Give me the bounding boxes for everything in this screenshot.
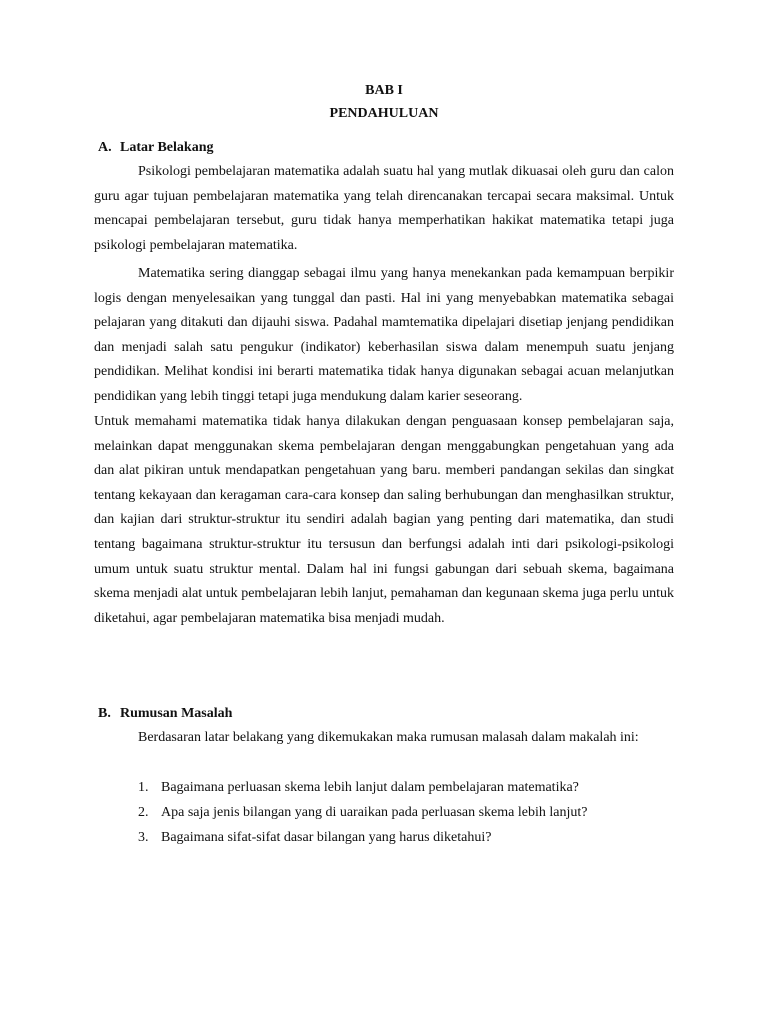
section-b-intro: Berdasaran latar belakang yang dikemukakan maka rumusan malasah dalam makalah ini: bbox=[138, 730, 639, 745]
list-item bbox=[138, 804, 678, 821]
section-a-paragraph-1: Psikologi pembelajaran matematika adalah suatu hal yang mutlak dikuasai oleh guru dan calon guru agar tujuan pembelajaran matematika yang telah direncanakan tercapai secara maksimal. Untuk mencapai pembelajaran tersebut, guru tidak hanya memperhatikan hakikat matematika tetapi juga psikologi pembelajaran matematika. bbox=[94, 164, 674, 253]
section-b-title: Rumusan Masalah bbox=[120, 706, 233, 721]
section-a-paragraph-3: Untuk memahami matematika tidak hanya dilakukan dengan penguasaan konsep pembelajaran saja, melainkan dapat menggunakan skema pembelajaran dengan menggabungkan pengetahuan yang ada dan alat pikiran untuk mendapatkan pengetahuan yang baru. memberi pandangan sekilas dan singkat tentang kekayaan dan keragaman cara-cara konsep dan saling berhubungan dan menghasilkan struktur, dan kajian dari struktur-struktur itu sendiri adalah bagian yang penting dari matematika, dan studi tentang bagaimana struktur-struktur itu tersusun dan berfungsi adalah inti dari psikologi-psikologi umum untuk suatu struktur mental. Dalam hal ini fungsi gabungan dari sebuah skema, bagaimana skema menjadi alat untuk pembelajaran lebih lanjut, pemahaman dan kegunaan skema juga perlu untuk diketahui, agar pembelajaran matematika bisa menjadi mudah. bbox=[94, 414, 674, 626]
list-item-text: Bagaimana sifat-sifat dasar bilangan yang harus diketahui? bbox=[161, 830, 492, 845]
list-item-number: 1. bbox=[138, 780, 149, 795]
list-item bbox=[138, 779, 678, 796]
list-item-text: Apa saja jenis bilangan yang di uaraikan pada perluasan skema lebih lanjut? bbox=[161, 805, 588, 820]
section-a-title: Latar Belakang bbox=[120, 140, 214, 155]
section-a-paragraph-2: Matematika sering dianggap sebagai ilmu yang hanya menekankan pada kemampuan berpikir logis dengan menyelesaikan yang tunggal dan pasti. Hal ini yang menyebabkan matematika sebagai pelajaran yang ditakuti dan dijauhi siswa. Padahal mamtematika dipelajari disetiap jenjang pendidikan dan menjadi salah satu pengukur (indikator) keberhasilan siswa dalam menempuh suatu jenjang pendidikan. Melihat kondisi ini berarti matematika tidak hanya digunakan sebagai acuan melanjutkan pendidikan yang lebih tinggi tetapi juga mendukung dalam karier seseorang. bbox=[94, 266, 674, 404]
section-b-heading bbox=[98, 705, 232, 722]
section-a-heading bbox=[98, 139, 213, 156]
list-item bbox=[138, 829, 678, 846]
section-b-letter: B. bbox=[98, 706, 111, 721]
list-item-number: 2. bbox=[138, 805, 149, 820]
chapter-number: BAB I bbox=[365, 83, 403, 98]
section-a-letter: A. bbox=[98, 140, 112, 155]
list-item-text: Bagaimana perluasan skema lebih lanjut dalam pembelajaran matematika? bbox=[161, 780, 579, 795]
list-item-number: 3. bbox=[138, 830, 149, 845]
chapter-title: PENDAHULUAN bbox=[329, 106, 439, 121]
